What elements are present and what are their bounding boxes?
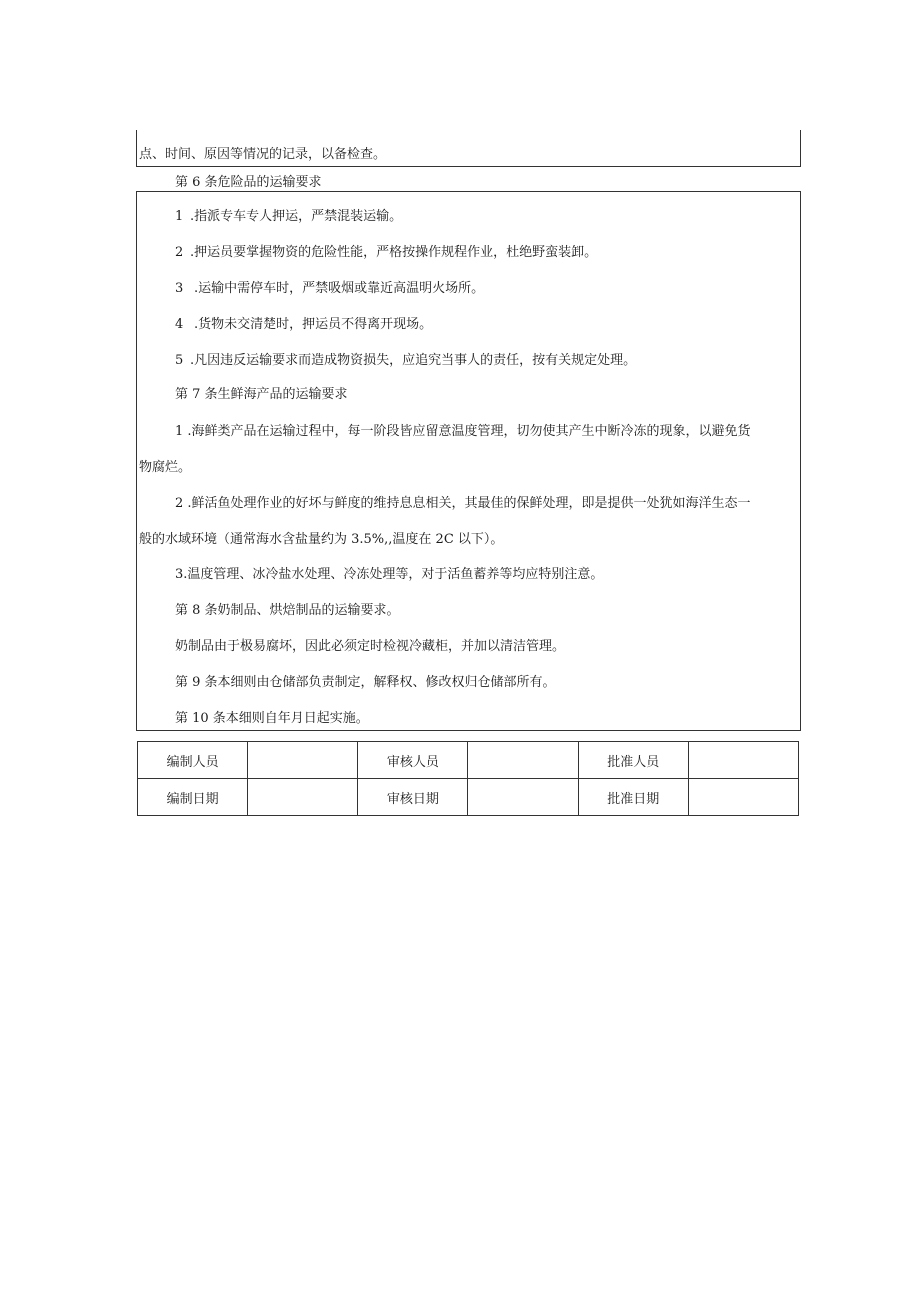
article-6-title: 第 6 条危险品的运输要求 bbox=[175, 175, 322, 190]
item-text: .货物未交清楚时，押运员不得离开现场。 bbox=[194, 317, 433, 332]
table-row bbox=[138, 779, 799, 816]
item-text: .凡因违反运输要求而造成物资损失，应追究当事人的责任，按有关规定处理。 bbox=[190, 353, 637, 368]
article-7-p3: 3.温度管理、冰冷盐水处理、冷冻处理等，对于活鱼蓄养等均应特别注意。 bbox=[175, 567, 604, 582]
item-text: .运输中需停车时，严禁吸烟或靠近高温明火场所。 bbox=[194, 281, 485, 296]
prepared-date-label: 编制日期 bbox=[138, 779, 248, 816]
article-10: 第 10 条本细则自年月日起实施。 bbox=[175, 711, 369, 726]
reviewed-date-label: 审核日期 bbox=[358, 779, 468, 816]
item-number: 1 bbox=[175, 209, 184, 224]
article-8-text: 奶制品由于极易腐坏，因此必须定时检视冷藏柜，并加以清洁管理。 bbox=[175, 639, 566, 654]
reviewed-by-label: 审核人员 bbox=[358, 742, 468, 779]
approved-by-value[interactable] bbox=[688, 742, 798, 779]
article-7-title: 第 7 条生鲜海产品的运输要求 bbox=[175, 387, 348, 402]
article-7-p2-line1: 2 .鲜活鱼处理作业的好坏与鲜度的维持息息相关，其最佳的保鲜处理，即是提供一处犹如海洋生态一 bbox=[175, 496, 751, 511]
reviewed-date-value[interactable] bbox=[468, 779, 578, 816]
article-7-p1-line2: 物腐烂。 bbox=[139, 460, 192, 475]
item-text: .指派专车专人押运，严禁混装运输。 bbox=[190, 209, 403, 224]
continuation-text: 点、时间、原因等情况的记录，以备检查。 bbox=[139, 147, 387, 162]
approved-by-label: 批准人员 bbox=[578, 742, 688, 779]
table-row bbox=[138, 742, 799, 779]
approved-date-label: 批准日期 bbox=[578, 779, 688, 816]
article-7-p2-line2: 般的水域环境（通常海水含盐量约为 3.5%,,温度在 2C 以下）。 bbox=[139, 532, 504, 547]
prepared-by-value[interactable] bbox=[248, 742, 358, 779]
article-8-title: 第 8 条奶制品、烘焙制品的运输要求。 bbox=[175, 603, 400, 618]
item-number: 4 bbox=[175, 317, 184, 332]
article-7-p1-line1: 1 .海鲜类产品在运输过程中，每一阶段皆应留意温度管理，切勿使其产生中断冷冻的现象，以避免货 bbox=[175, 424, 751, 439]
item-number: 5 bbox=[175, 353, 184, 368]
prepared-by-label: 编制人员 bbox=[138, 742, 248, 779]
approved-date-value[interactable] bbox=[688, 779, 798, 816]
item-text: .押运员要掌握物资的危险性能，严格按操作规程作业，杜绝野蛮装卸。 bbox=[190, 245, 598, 260]
item-number: 2 bbox=[175, 245, 184, 260]
reviewed-by-value[interactable] bbox=[468, 742, 578, 779]
article-9: 第 9 条本细则由仓储部负责制定，解释权、修改权归仓储部所有。 bbox=[175, 675, 556, 690]
prepared-date-value[interactable] bbox=[248, 779, 358, 816]
signoff-table bbox=[137, 741, 799, 816]
item-number: 3 bbox=[175, 281, 184, 296]
